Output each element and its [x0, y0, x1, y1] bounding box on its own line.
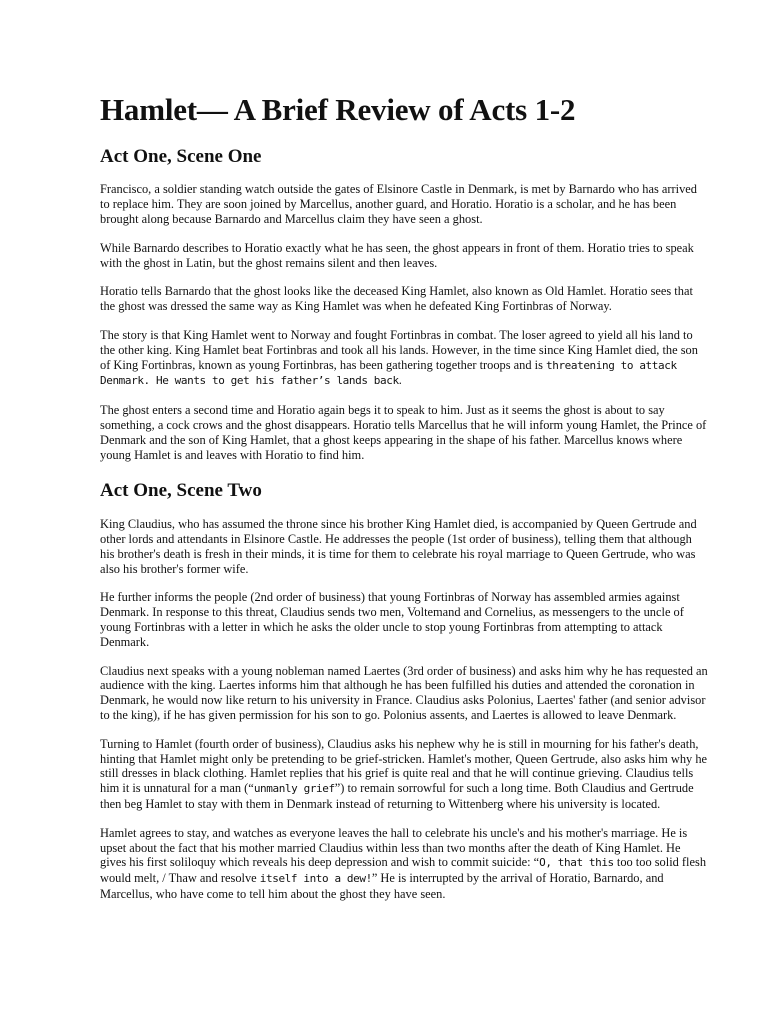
- handwritten-text: itself into a dew!: [259, 872, 372, 886]
- text-run: Claudius next speaks with a young nobleman named Laertes (3rd order of business) and asks him why he has requested an audience with the king. Laertes informs him that although he has been fulfilled his duties and attended the coronation in Denmark, he would now like return to his university in France. Claudius asks Polonius, Laertes' father (and senior advisor to the king), if he has given permission for his son to go. Polonius assents, and Laertes is allowed to leave Denmark.: [100, 663, 708, 722]
- text-run: The ghost enters a second time and Horatio again begs it to speak to him. Just as it seems the ghost is about to say something, a cock crows and the ghost disappears. Horatio tells Marcellus that he will inform young Hamlet, the Prince of Denmark and the son of King Hamlet, that a ghost keeps appearing in the shape of his father. Marcellus knows where young Hamlet is and leaves with Horatio to find him.: [100, 403, 707, 462]
- paragraph: [100, 737, 708, 812]
- text-run: While Barnardo describes to Horatio exactly what he has seen, the ghost appears in front of them. Horatio tries to speak with the ghost in Latin, but the ghost remains silent and then leaves.: [100, 240, 694, 270]
- handwritten-text: threatening to attack Denmark. He wants to get his father’s lands back: [100, 358, 677, 388]
- text-run: The story is that King Hamlet went to Norway and fought Fortinbras in combat. The loser agreed to yield all his land to the other king. King Hamlet beat Fortinbras and took all his lands. However, in the time since King Hamlet died, the son of King Fortinbras, known as young Fortinbras, has been gathering together troops and is: [100, 328, 698, 372]
- text-run: Turning to Hamlet (fourth order of business), Claudius asks his nephew why he is still in mourning for his father's death, hinting that Hamlet might only be pretending to be grief-stricken. Hamlet's mother, Queen Gertrude, also asks him why he still dresses in black clothing. Hamlet replies that his grief is quite real and that he will continue grieving. Claudius tells him it is unnatural for a man (“: [100, 736, 708, 796]
- text-run: Hamlet agrees to stay, and watches as everyone leaves the hall to celebrate his uncle's and his mother's marriage. He is upset about the fact that his mother married Claudius within less than two months after the death of King Hamlet. He gives his first soliloquy which reveals his deep depression and wish to commit suicide: “: [100, 825, 688, 870]
- paragraph: [100, 403, 708, 462]
- paragraph: [100, 182, 708, 226]
- paragraph: [100, 664, 708, 723]
- text-run: He further informs the people (2nd order of business) that young Fortinbras of Norway has assembled armies against Denmark. In response to this threat, Claudius sends two men, Voltemand and Cornelius, as messengers to the uncle of young Fortinbras with a letter in which he asks the older uncle to stop young Fortinbras from attempting to attack Denmark.: [100, 590, 684, 649]
- text-run: King Claudius, who has assumed the throne since his brother King Hamlet died, is accompanied by Queen Gertrude and other lords and attendants in Elsinore Castle. He addresses the people (1st order of business), telling them that although his brother's death is fresh in their minds, it is time for them to celebrate his royal marriage to Queen Gertrude, who was also his brother's former wife.: [100, 517, 697, 576]
- text-run: Francisco, a soldier standing watch outside the gates of Elsinore Castle in Denmark, is met by Barnardo who has arrived to replace him. They are soon joined by Marcellus, another guard, and Horatio. Horatio is a scholar, and he has been brought along because Barnardo and Marcellus claim they have seen a ghost.: [100, 182, 698, 227]
- paragraph: [100, 517, 708, 576]
- handwritten-text: unmanly grief: [253, 782, 335, 796]
- section-act-one-scene-two: [100, 480, 708, 901]
- section-act-one-scene-one: [100, 146, 708, 463]
- paragraph: [100, 284, 708, 314]
- paragraph: [100, 590, 708, 649]
- text-run: too too solid flesh would melt, / Thaw and resolve: [100, 855, 707, 886]
- text-run: Horatio tells Barnardo that the ghost looks like the deceased King Hamlet, also known as Old Hamlet. Horatio sees that the ghost was dressed the same way as King Hamlet was when he defeated King Fortinbras of Norway.: [100, 284, 693, 314]
- paragraph: [100, 826, 708, 902]
- text-run: ” He is interrupted by the arrival of Horatio, Barnardo, and Marcellus, who have come to tell him about the ghost they have seen.: [100, 871, 664, 901]
- handwritten-text: O, that this: [539, 856, 614, 870]
- document-title: Hamlet— A Brief Review of Acts 1-2: [100, 92, 576, 127]
- section-heading: Act One, Scene One: [100, 145, 262, 167]
- paragraph: [100, 328, 708, 389]
- text-run: ”) to remain sorrowful for such a long time. Both Claudius and Gertrude then beg Hamlet to stay with them in Denmark instead of returning to Wittenberg where his university is located.: [100, 781, 694, 811]
- paragraph: [100, 241, 708, 271]
- text-run: .: [398, 373, 402, 388]
- section-heading: Act One, Scene Two: [100, 480, 262, 502]
